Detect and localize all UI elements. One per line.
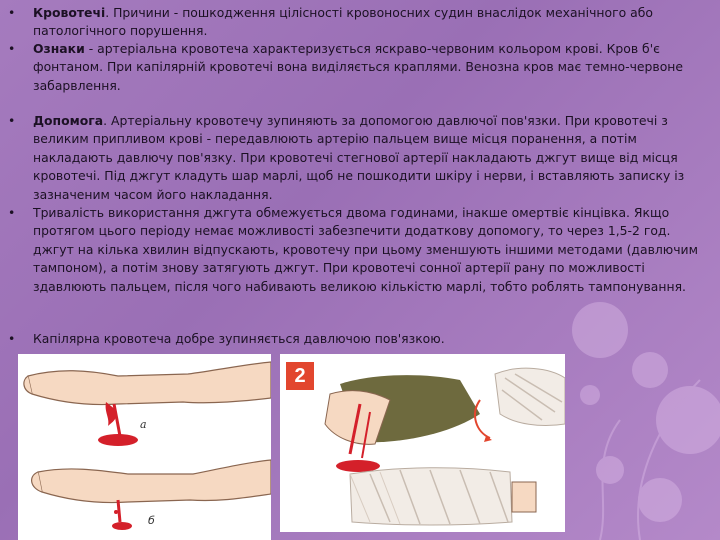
illustration-arm-bleeding bbox=[18, 354, 271, 540]
bullet-tourniquet-duration bbox=[8, 204, 708, 296]
bullet-causes bbox=[8, 4, 708, 41]
figure-number-badge: 2 bbox=[286, 362, 314, 390]
bullet-help bbox=[8, 112, 708, 204]
bullet-heading: Кровотечі bbox=[33, 5, 106, 20]
tourniquet-drawing bbox=[280, 354, 565, 532]
bullet-text bbox=[33, 40, 708, 95]
bullet-heading: Ознаки bbox=[33, 41, 85, 56]
illustration-tourniquet bbox=[280, 354, 565, 532]
bullet-body: Капілярна кровотеча добре зупиняється давлючою пов'язкою. bbox=[33, 331, 445, 346]
bullet-text bbox=[33, 4, 708, 41]
bullet-text bbox=[33, 204, 708, 296]
bullet-marker: • bbox=[8, 113, 16, 128]
bullet-body: . Артеріальну кровотечу зупиняють за допомогою давлючої пов'язки. При кровотечі з великим припливом крові - передавлюють артерію пальцем вище місця поранення, а потім накладають давлючу пов'язку. При кровотечі стегнової артерії накладають джгут вище від місця кровотечі. Під джгут кладуть шар марлі, щоб не пошкодити шкіру і нерви, і вставляють записку із зазначеним часом його накладання. bbox=[33, 113, 685, 202]
bullet-marker: • bbox=[8, 331, 16, 346]
label-a: а bbox=[140, 418, 147, 431]
arm-bleeding-drawing bbox=[18, 354, 271, 540]
bullet-body: Тривалість використання джгута обмежується двома годинами, інакше омертвіє кінцівка. Якщо протягом цього періоду немає можливості забезпечити додаткову допомогу, то через 1,5-2 год. джгут на кілька хвилин відпускають, кровотечу при цьому зменшують іншими методами (давлючим тампоном), а потім знову затягують джгут. При кровотечі сонної артерії рану по можливості здавлюють пальцем, після чого набивають великою кількістю марлі, тобто роблять тампонування. bbox=[33, 205, 698, 294]
label-b: б bbox=[148, 514, 155, 527]
bullet-signs bbox=[8, 40, 708, 95]
bullet-marker: • bbox=[8, 205, 16, 220]
bullet-text bbox=[33, 112, 708, 204]
bullet-body: . Причини - пошкодження цілісності кровоносних судин внаслідок механічного або патологічного порушення. bbox=[33, 5, 653, 39]
bullet-body: - артеріальна кровотеча характеризується яскраво-червоним кольором крові. Кров б'є фонтаном. При капілярній кровотечі вона виділяється краплями. Венозна кров має темно-червоне забарвлення. bbox=[33, 41, 684, 93]
bullet-capillary bbox=[8, 330, 708, 348]
bullet-marker: • bbox=[8, 41, 16, 56]
bullet-heading: Допомога bbox=[33, 113, 104, 128]
bullet-marker: • bbox=[8, 5, 16, 20]
bullet-text bbox=[33, 330, 708, 348]
